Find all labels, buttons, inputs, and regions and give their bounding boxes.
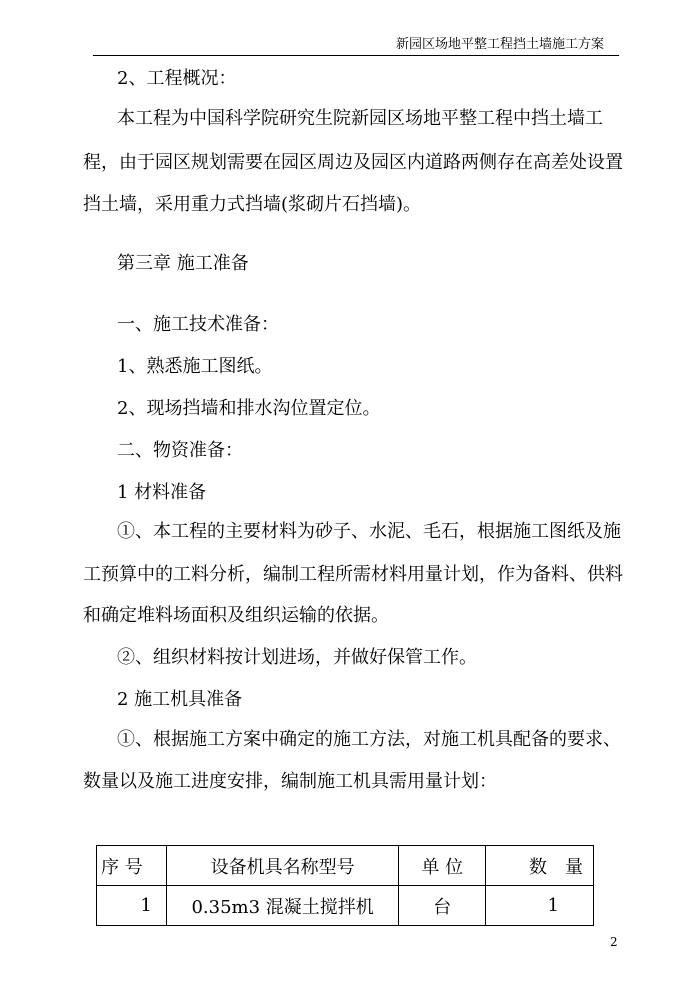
header-divider <box>93 55 619 56</box>
table-cell: 0.35m3 混凝土搅拌机 <box>166 886 399 926</box>
list-item: 1、熟悉施工图纸。 <box>117 356 273 377</box>
page-number: 2 <box>610 935 618 949</box>
paragraph-line: 数量以及施工进度安排，编制施工机具需用量计划： <box>83 771 497 792</box>
header-title: 新园区场地平整工程挡土墙施工方案 <box>396 37 605 52</box>
paragraph-line: ①、根据施工方案中确定的施工方法，对施工机具配备的要求、 <box>117 729 621 750</box>
list-item: ②、组织材料按计划进场，并做好保管工作。 <box>117 647 477 668</box>
table-header-cell: 单 位 <box>399 846 486 886</box>
subsection-heading: 1 材料准备 <box>117 482 207 503</box>
table-cell: 台 <box>399 886 486 926</box>
table-row <box>97 886 594 926</box>
table-header-cell: 数 量 <box>486 846 594 886</box>
subsection-heading: 2 施工机具准备 <box>117 689 243 710</box>
table-header-cell: 设备机具名称型号 <box>166 846 399 886</box>
paragraph-line: 和确定堆料场面积及组织运输的依据。 <box>83 605 389 626</box>
table-header-cell: 序 号 <box>97 846 167 886</box>
section-heading-tech: 一、施工技术准备： <box>117 314 279 335</box>
table-cell: 1 <box>486 886 594 926</box>
table-cell: 1 <box>97 886 167 926</box>
list-item: 2、现场挡墙和排水沟位置定位。 <box>117 398 381 419</box>
paragraph-line: ①、本工程的主要材料为砂子、水泥、毛石，根据施工图纸及施 <box>117 521 621 542</box>
chapter-heading: 第三章 施工准备 <box>117 253 249 274</box>
section-heading-overview: 2、工程概况： <box>117 68 237 89</box>
equipment-table <box>96 845 594 926</box>
table-header-row <box>97 846 594 886</box>
paragraph-line: 程，由于园区规划需要在园区周边及园区内道路两侧存在高差处设置 <box>83 152 623 173</box>
section-heading-materials: 二、物资准备： <box>117 440 243 461</box>
paragraph-line: 挡土墙，采用重力式挡墙(浆砌片石挡墙)。 <box>83 194 422 215</box>
paragraph-line: 本工程为中国科学院研究生院新园区场地平整工程中挡土墙工 <box>117 108 603 129</box>
paragraph-line: 工预算中的工料分析，编制工程所需材料用量计划，作为备料、供料 <box>83 564 623 585</box>
